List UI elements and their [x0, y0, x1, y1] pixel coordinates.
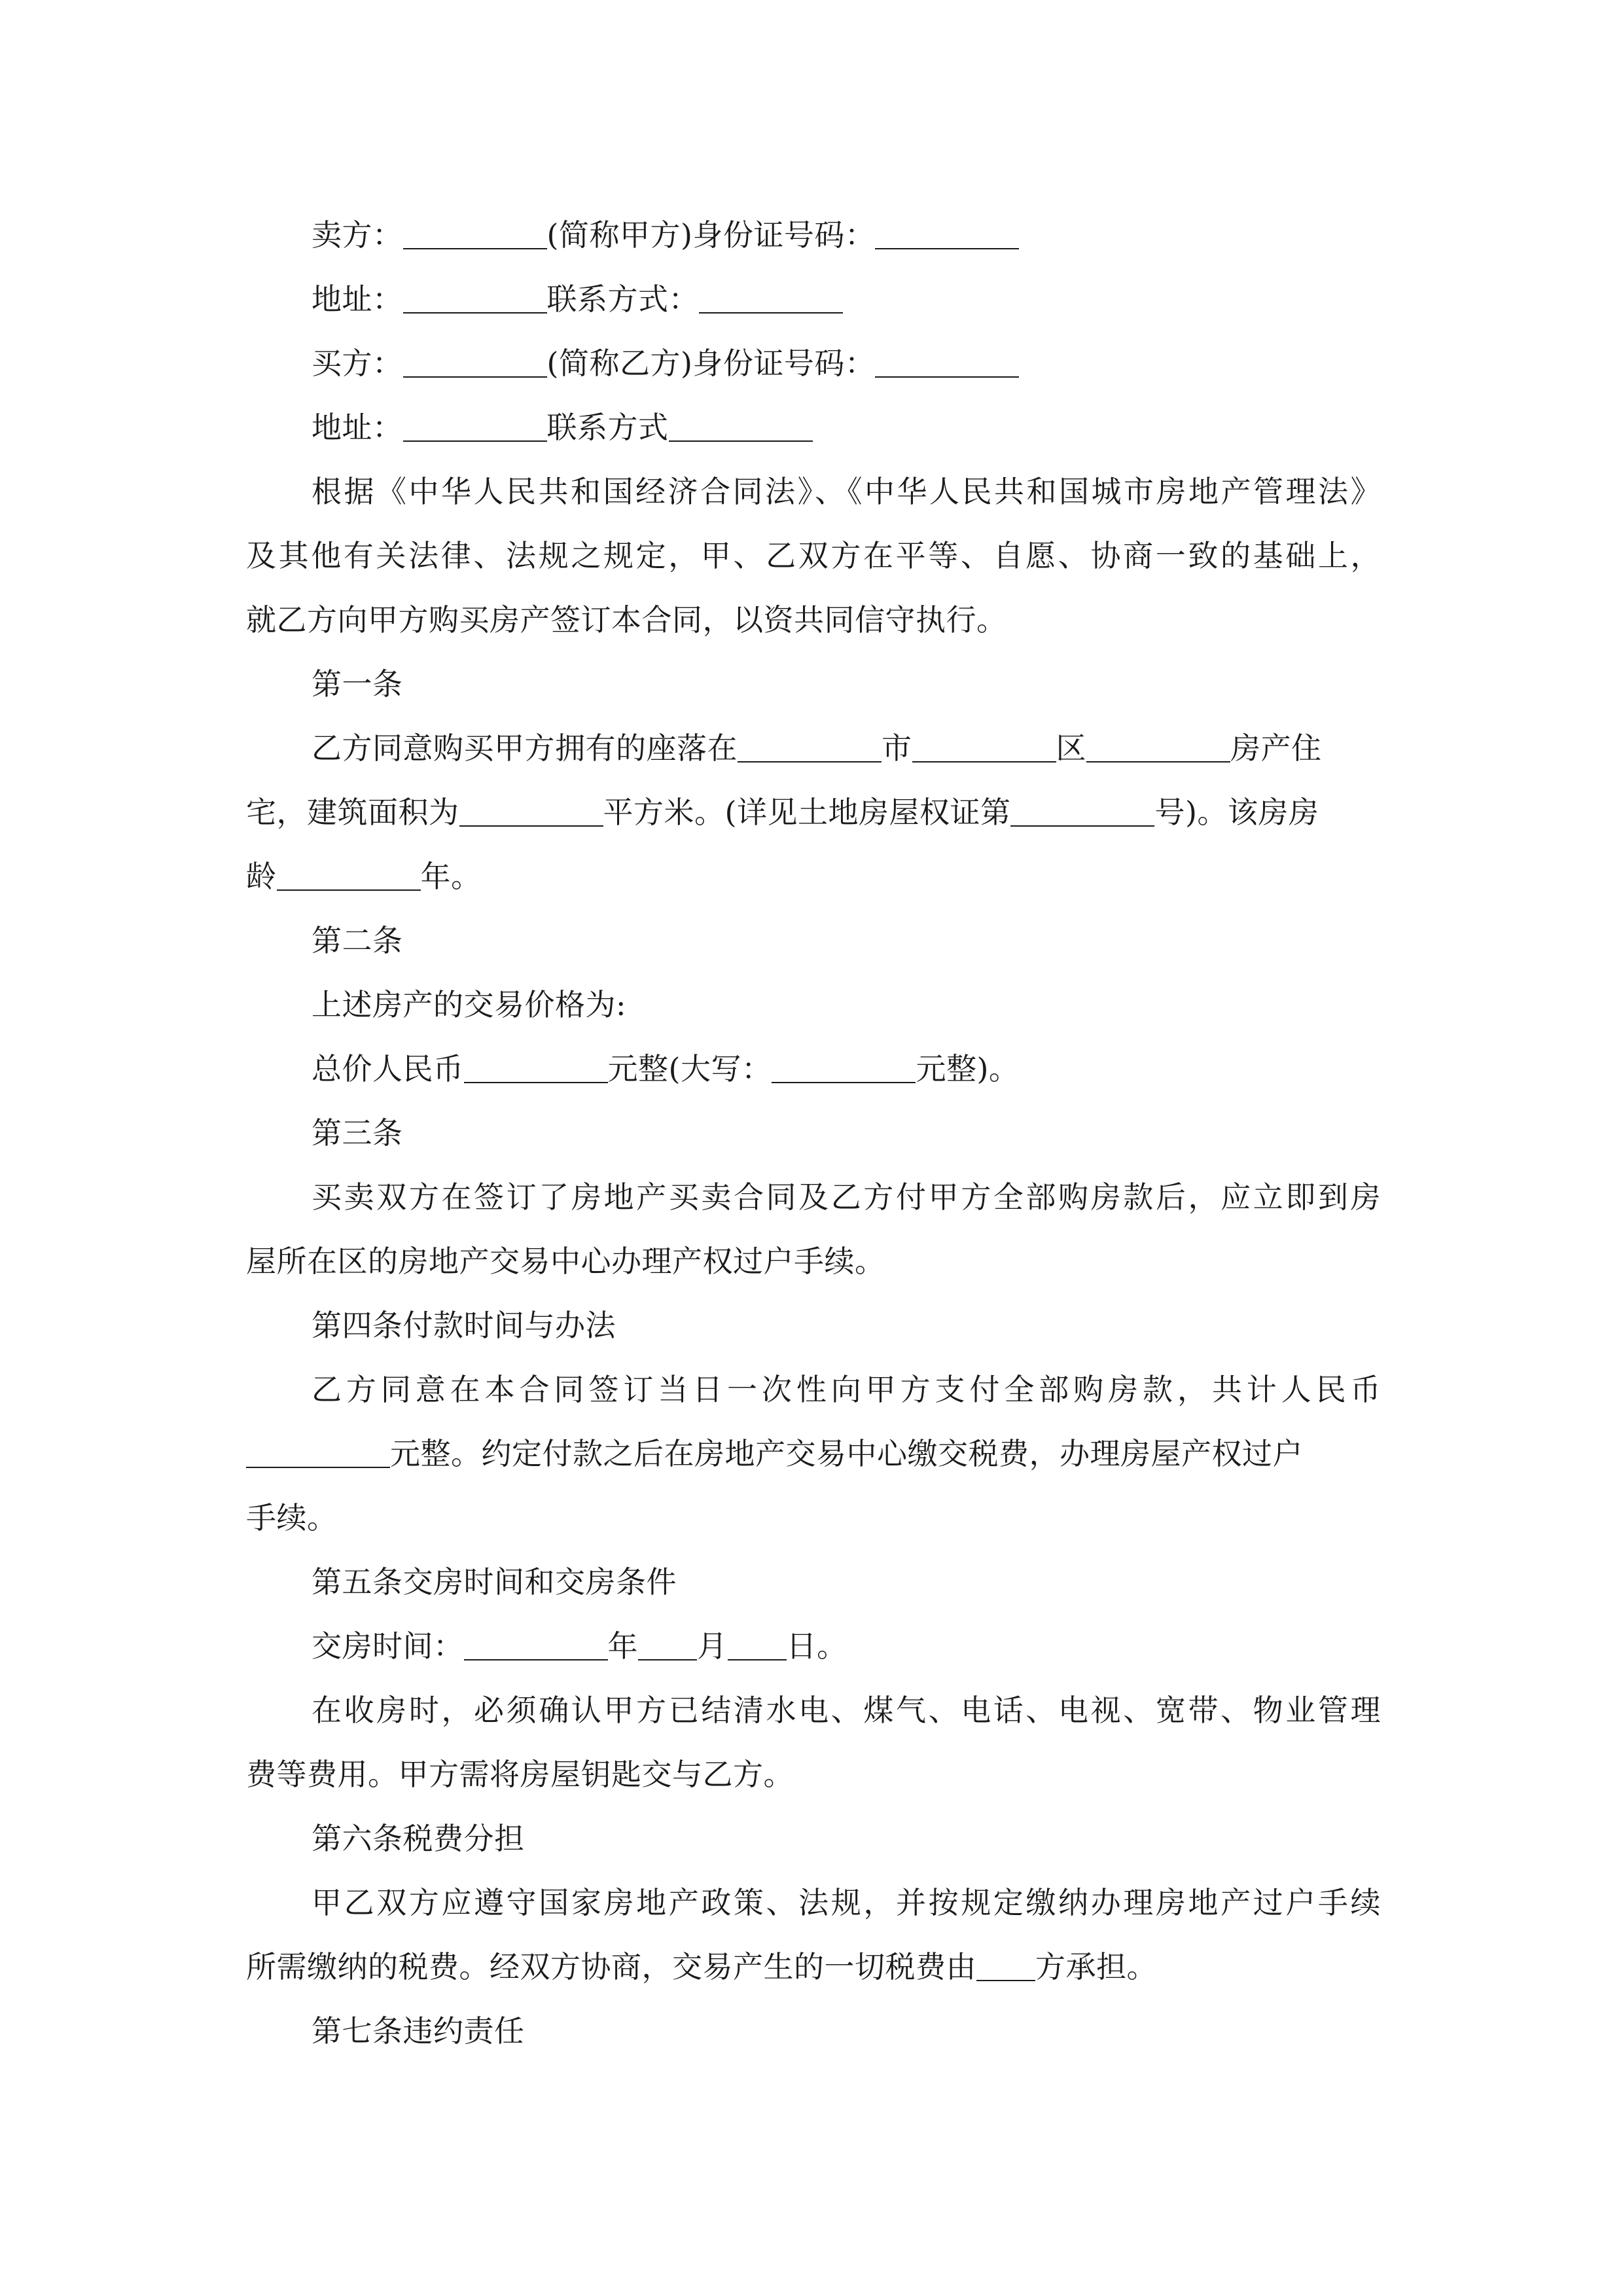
seller-label: 卖方：	[312, 217, 403, 253]
article-4-para-1: 乙方同意在本合同签订当日一次性向甲方支付全部购房款，共计人民币	[312, 1372, 1381, 1407]
year-blank	[464, 1630, 608, 1660]
city-blank	[738, 732, 882, 762]
price-uppercase-blank	[772, 1053, 916, 1083]
article-4-para-3: 手续。	[246, 1500, 338, 1535]
certificate-blank	[1010, 797, 1154, 827]
article-3-para-2: 屋所在区的房地产交易中心办理产权过户手续。	[246, 1244, 885, 1279]
article-5-para-2: 在收房时，必须确认甲方已结清水电、煤气、电话、电视、宽带、物业管理	[312, 1693, 1381, 1728]
article-6-para-1: 甲乙双方应遵守国家房地产政策、法规，并按规定缴纳办理房地产过户手续	[312, 1885, 1381, 1920]
preamble-line-2: 及其他有关法律、法规之规定，甲、乙双方在平等、自愿、协商一致的基础上，	[246, 538, 1381, 573]
article-5-title: 第五条交房时间和交房条件	[312, 1564, 677, 1600]
article-2-para-1: 上述房产的交易价格为:	[312, 987, 626, 1022]
buyer-label: 买方：	[312, 346, 403, 381]
area-blank	[459, 797, 603, 827]
tax-party-blank	[976, 1951, 1035, 1981]
day-blank	[728, 1630, 787, 1660]
article-1-title: 第一条	[312, 666, 403, 702]
article-1-para-3: 龄 年。	[246, 859, 482, 894]
seller-abbr: (简称甲方)身份证号码：	[546, 217, 876, 253]
seller-id-blank	[875, 219, 1019, 249]
property-blank	[1086, 732, 1230, 762]
article-3-para-1: 买卖双方在签订了房地产买卖合同及乙方付甲方全部购房款后，应立即到房	[312, 1179, 1381, 1215]
article-4-title: 第四条付款时间与办法	[312, 1308, 616, 1343]
district-blank	[912, 732, 1056, 762]
buyer-address-line	[246, 395, 1381, 459]
article-5-para-3: 费等费用。甲方需将房屋钥匙交与乙方。	[246, 1757, 794, 1792]
seller-address-line	[246, 267, 1381, 331]
seller-name-blank	[403, 219, 547, 249]
preamble-line-1: 根据《中华人民共和国经济合同法》、《中华人民共和国城市房地产管理法》	[312, 474, 1381, 509]
payment-amount-blank	[246, 1438, 390, 1468]
seller-line	[246, 203, 1381, 267]
buyer-contact-blank	[669, 412, 813, 442]
article-7-title: 第七条违约责任	[312, 2013, 525, 2049]
buyer-address-blank	[403, 412, 547, 442]
article-1-para-1: 乙方同意购买甲方拥有的座落在 市 区 房产住	[312, 730, 1322, 766]
seller-address-blank	[403, 283, 547, 314]
buyer-abbr: (简称乙方)身份证号码：	[546, 346, 876, 381]
age-blank	[277, 861, 421, 891]
article-6-title: 第六条税费分担	[312, 1821, 525, 1856]
seller-contact-label: 联系方式：	[546, 281, 699, 317]
article-5-para-1: 交房时间： 年 月 日。	[312, 1628, 847, 1664]
buyer-name-blank	[403, 348, 547, 378]
buyer-contact-label: 联系方式	[546, 410, 669, 445]
article-1-para-2: 宅，建筑面积为 平方米。(详见土地房屋权证第 号)。该房房	[246, 795, 1319, 830]
buyer-id-blank	[875, 348, 1019, 378]
buyer-line	[246, 331, 1381, 395]
price-blank	[464, 1053, 608, 1083]
seller-contact-blank	[699, 283, 843, 314]
article-3-title: 第三条	[312, 1115, 403, 1151]
preamble-line-3: 就乙方向甲方购买房产签订本合同，以资共同信守执行。	[246, 602, 1007, 637]
month-blank	[638, 1630, 697, 1660]
seller-address-label: 地址：	[312, 281, 403, 317]
article-4-para-2: 元整。约定付款之后在房地产交易中心缴交税费，办理房屋产权过户	[246, 1422, 1381, 1486]
article-2-para-2: 总价人民币 元整(大写： 元整)。	[312, 1051, 1020, 1086]
article-6-para-2: 所需缴纳的税费。经双方协商，交易产生的一切税费由 方承担。	[246, 1949, 1157, 1984]
buyer-address-label: 地址：	[312, 410, 403, 445]
article-2-title: 第二条	[312, 923, 403, 958]
contract-body	[246, 203, 1381, 2063]
